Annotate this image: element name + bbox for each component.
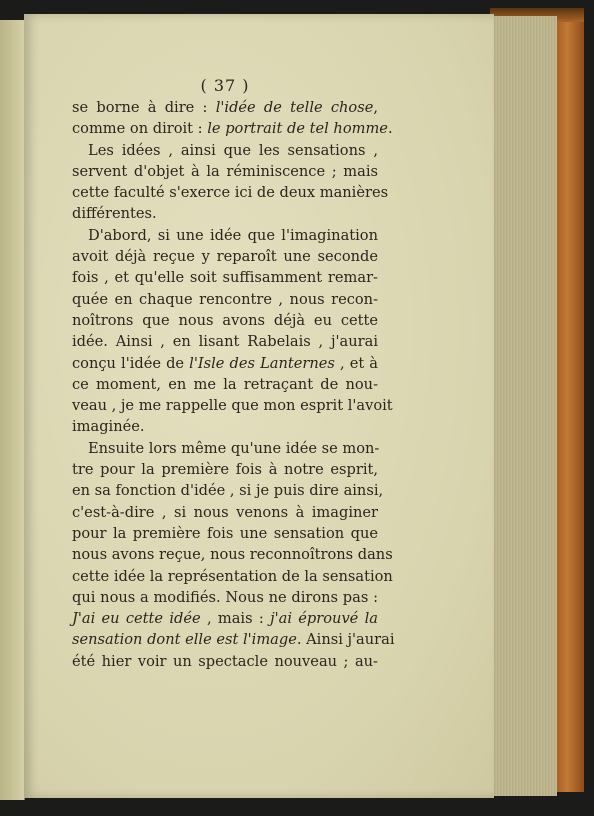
text-segment: différentes.	[72, 205, 157, 223]
text-line	[72, 395, 393, 416]
text-line	[72, 140, 378, 161]
text-segment: imaginée.	[72, 418, 145, 436]
text-line	[72, 566, 393, 587]
text-segment: .	[387, 120, 393, 138]
text-line	[72, 161, 378, 182]
text-segment: servent d'objet à la réminiscence ; mais	[72, 162, 378, 180]
text-line	[72, 118, 393, 139]
text-segment: ce moment, en me la retraçant de nou-	[72, 375, 378, 393]
page-text	[72, 76, 395, 672]
text-line	[72, 289, 378, 310]
text-segment: se borne à dire :	[72, 99, 216, 116]
page-edges	[484, 16, 557, 796]
text-segment: tre pour la première fois à notre esprit,	[72, 461, 378, 479]
text-segment: comme on diroit :	[72, 120, 208, 138]
italic-text: le portrait de tel homme	[207, 120, 388, 138]
text-line	[72, 225, 378, 246]
text-line	[72, 502, 378, 523]
text-segment: Ensuite lors même qu'une idée se mon-	[88, 439, 380, 457]
text-segment: quée en chaque rencontre , nous recon-	[72, 290, 378, 308]
text-segment: . Ainsi j'aurai	[296, 631, 395, 649]
text-segment: avoit déjà reçue y reparoît une seconde	[72, 248, 378, 266]
text-line	[72, 480, 384, 501]
text-line	[72, 331, 378, 352]
page-number: ( 37 )	[200, 76, 250, 95]
facing-page-edge	[0, 20, 25, 800]
text-line	[72, 438, 378, 459]
text-line	[72, 203, 378, 224]
text-line	[72, 459, 378, 480]
text-segment: été hier voir un spectacle nouveau ; au-	[72, 652, 378, 670]
text-segment: fois , et qu'elle soit suffisamment remar-	[72, 269, 378, 287]
text-segment: qui nous a modifiés. Nous ne dirons pas :	[72, 588, 378, 606]
text-line	[72, 651, 378, 672]
text-segment: idée. Ainsi , en lisant Rabelais , j'aurai	[72, 333, 378, 351]
italic-text: l'Isle des Lanternes	[189, 354, 335, 372]
text-line	[72, 608, 378, 629]
text-segment: veau , je me rappelle que mon esprit l'avoit	[72, 397, 393, 415]
text-segment: Les idées , ainsi que les sensations ,	[88, 141, 378, 159]
text-segment: nous avons reçue, nous reconnoîtrons dans	[72, 546, 393, 564]
text-segment: ,	[373, 99, 378, 116]
text-line	[72, 587, 378, 608]
text-line	[72, 629, 395, 650]
text-segment: noîtrons que nous avons déjà eu cette	[72, 311, 378, 329]
book-cover-edge	[556, 22, 584, 792]
italic-text: J'ai eu cette idée	[72, 610, 201, 628]
text-line	[72, 310, 378, 331]
italic-text: l'idée de telle chose	[215, 99, 374, 116]
text-line	[72, 374, 378, 395]
text-line	[72, 523, 378, 544]
text-lines	[72, 97, 395, 672]
text-segment: c'est-à-dire , si nous venons à imaginer	[72, 503, 378, 521]
text-segment: , mais :	[200, 610, 271, 628]
text-line	[72, 267, 378, 288]
text-line	[72, 97, 378, 118]
text-segment: cette idée la représentation de la sensation	[72, 567, 393, 585]
text-line	[72, 416, 378, 437]
text-line	[72, 182, 389, 203]
text-line	[72, 353, 378, 374]
text-segment: D'abord, si une idée que l'imagination	[88, 226, 378, 244]
italic-text: sensation dont elle est l'image	[72, 631, 297, 649]
text-segment: cette faculté s'exerce ici de deux manières	[72, 184, 389, 202]
text-segment: conçu l'idée de	[72, 354, 190, 372]
text-segment: pour la première fois une sensation que	[72, 524, 378, 542]
italic-text: j'ai éprouvé la	[270, 610, 378, 628]
text-segment: en sa fonction d'idée , si je puis dire ainsi,	[72, 482, 384, 500]
text-segment: , et à	[334, 354, 379, 372]
text-line	[72, 246, 378, 267]
text-line	[72, 544, 393, 565]
